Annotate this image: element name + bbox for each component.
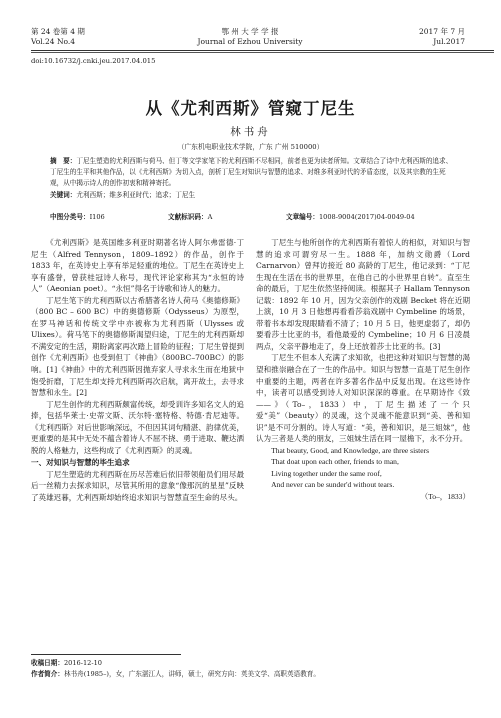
footnote — [31, 658, 471, 679]
body-right-column — [256, 237, 470, 649]
clc-label: 中图分类号： — [50, 213, 90, 221]
received-value: 2016-12-10 — [63, 659, 102, 667]
footnote-rule — [31, 654, 181, 655]
paragraph: 丁尼生不但本人充满了求知欲，也把这种对知识与智慧的渴望和推崇融合在了一生的作品中。知识与智慧一直是丁尼生创作中重要的主题，两者在许多著名作品中反复出现。在这些诗作中，读者可以感受到诗人对知识深深的尊重。在早期诗作《致——》（To–，1833）中，丁尼生描述了一个只爱“美”（beauty）的灵魂，这个灵魂不能意识到“美、善和知识”是不可分割的。诗人写道：“美，善和知识，是三姐妹”，他认为三者是人类的朋友，三姐妹生活在同一屋檐下，永不分开。 — [256, 353, 470, 444]
journal-name-cn: 鄂 州 大 学 学 报 — [221, 27, 279, 36]
author-bio — [31, 669, 471, 680]
article-no-label: 文章编号： — [286, 213, 319, 221]
body-left-column — [31, 237, 244, 649]
paragraph: 丁尼生笔下的尤利西斯以古希腊著名诗人荷马《奥德修斯》（800 BC – 600 BC）中的奥德修斯（Odysseus）为原型，在罗马神话和传统文学中亦被称为尤利西斯（Ulysses 或 Ulixes）。荷马笔下的奥德修斯渴望归途，丁尼生的尤利西斯却不满安定的生活，期盼离家再次踏上冒险的征程；丁尼生曾提到创作《尤利西斯》也受到但丁《神曲》（800BC–700BC）的影响。[1]《神曲》中的尤利西斯因抛弃家人寻求永生而在地狱中饱受折磨，丁尼生却支持尤利西斯再次启航，离开故土，去寻求智慧和永生。[2] — [31, 295, 244, 398]
keywords — [50, 190, 458, 201]
doc-label: 文献标识码： — [168, 213, 208, 221]
document-code — [168, 211, 212, 221]
issue-date-en: Jul.2017 — [433, 37, 465, 46]
paragraph: 丁尼生创作的尤利西斯颇富传统，却受训许多知名文人的追捧，包括华莱士·史蒂文斯、沃尔特·塞特格、特德·肯尼迪等。《尤利西斯》对后世影响深远，不但因其词句精湛、韵律优美，更重要的是其中无处不蕴含着诗人不屈不挠、勇于进取、鞭达洒脱的人格魅力，这些构成了《尤利西斯》的灵魂。 — [31, 399, 244, 455]
doi[interactable]: doi:10.16732/j.cnki.jeu.2017.04.015 — [31, 57, 156, 65]
poem-line: That doat upon each other, friends to man, — [271, 457, 399, 467]
volume-en: Vol.24 No.4 — [31, 37, 76, 46]
poem-source: （To–，1833） — [420, 492, 470, 502]
keywords-label: 关键词： — [50, 191, 77, 199]
article-no-value: 1008-9004(2017)04-0049-04 — [318, 213, 415, 221]
bio-label: 作者简介： — [31, 669, 64, 678]
paragraph: 丁尼生塑造的尤利西斯在历尽苦难后依旧带领船员们用尽最后一丝精力去探求知识，尽管其所用的意象“像那沉的星星”反映了英雄迟暮，尤利西斯却始终追求知识与智慧直至生命的尽头。 — [31, 469, 244, 503]
poem-line: And never can be sunder'd without tears. — [271, 480, 395, 490]
issue-date — [419, 27, 465, 47]
article-title: 从《尤利西斯》管窥丁尼生 — [145, 99, 356, 118]
poem-line: Living together under the same roof, — [271, 468, 382, 478]
section-heading: 一、对知识与智慧的毕生追求 — [31, 458, 130, 468]
bio-value: 林书舟(1985–)，女，广东湛江人，讲师，硕士，研究方向：英美文学、高职英语教育。 — [63, 669, 320, 678]
article-number — [286, 211, 415, 221]
clc-value: I106 — [89, 213, 105, 221]
clc-number — [50, 211, 105, 221]
journal-name-en: Journal of Ezhou University — [197, 37, 303, 46]
received-date — [31, 658, 471, 669]
poem-quote — [256, 445, 470, 503]
header-rule — [31, 50, 494, 51]
received-label: 收稿日期： — [31, 659, 64, 667]
volume-cn: 第 24 卷第 4 期 — [31, 27, 85, 36]
poem-line: That beauty, Good, and Knowledge, are three sisters — [271, 445, 430, 455]
affiliation: （广东机电职业技术学院，广东 广州 510000） — [177, 143, 324, 151]
abstract-text: 丁尼生塑造的尤利西斯与荷马、但丁等文学家笔下的尤利西斯不尽相同，前者也更为读者所知。文章结合了诗中尤利西斯的追求、丁尼生的生平和其他作品，以《尤利西斯》为切入点，剖析丁尼生对知识与智慧的追求、对维多利亚时代的矛盾态度，以及其宗教的生死观，从中揭示诗人的创作初衷和精神寄托。 — [50, 157, 453, 188]
volume-info — [31, 27, 85, 47]
author-name: 林书舟 — [230, 126, 271, 138]
paragraph: 《尤利西斯》是英国维多利亚时期著名诗人阿尔弗雷德·丁尼生（Alfred Tennyson，1809–1892）的作品，创作于 1833 年，在英诗史上享有举足轻重的地位。丁尼生在英诗史上享有盛誉，曾获桂冠诗人称号，现代评论家称其为“永恒的诗人”（Aeonian poet）。“永恒”得名于诗歌和诗人的魅力。 — [31, 238, 244, 294]
abstract — [50, 156, 458, 190]
journal-name — [150, 27, 350, 47]
keywords-text: 尤利西斯；维多利亚时代；追求；丁尼生 — [76, 191, 196, 199]
paragraph: 丁尼生与他所创作的尤利西斯有着惊人的相似，对知识与智慧的追求可谓穷尽一生。1888 年，加纳文勋爵（Lord Carnarvon）曾拜访接近 80 高龄的丁尼生，他记录到：“丁尼生现在生活在书的世界里，在他自己的小世界里自转”。直至生命的最后，丁尼生依然坚持阅读。根据其子 Hallam Tennyson 记载：1892 年 10 月，因为父亲创作的戏剧 Becket 将在近期上演，10 月 3 日他想再看看莎翁戏剧中 Cymbeline 的场景，带着书本却发现眼睛看不清了；10 月 5 日，他更虚弱了，却仍要看莎士比亚的书，看他最爱的 Cymbeline；10 月 6 日凌晨两点，父亲平静地走了，身上还放着莎士比亚的书。[3] — [256, 238, 470, 351]
issue-date-cn: 2017 年 7 月 — [418, 27, 465, 36]
doc-value: A — [207, 213, 213, 221]
abstract-label: 摘 要： — [50, 157, 77, 165]
header-rule-thin — [31, 52, 494, 53]
